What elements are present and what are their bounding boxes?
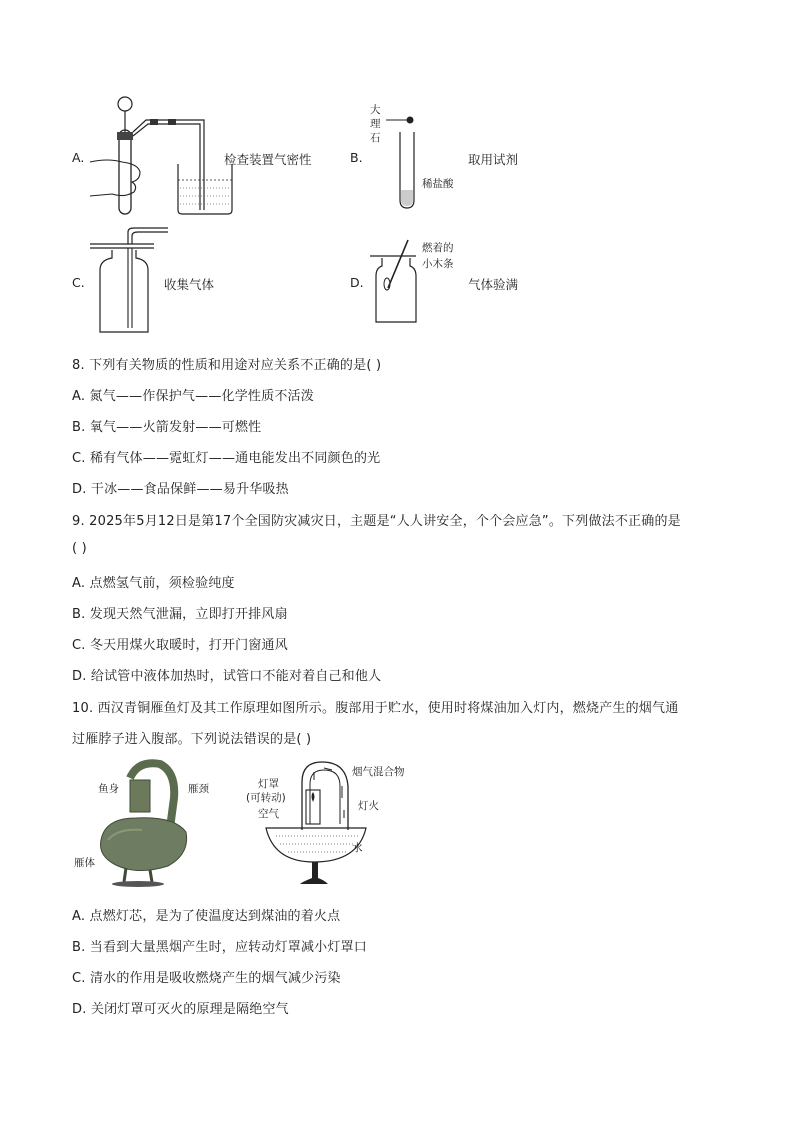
figure-d-letter: D. [350,275,364,290]
smoke-mixture-label: 烟气混合物 [352,766,405,778]
question-10-option-a: A. 点燃灯芯，是为了使温度达到煤油的着火点 [72,909,341,924]
question-9-option-a: A. 点燃氢气前，须检验纯度 [72,576,235,591]
marble-label-2: 理 [370,118,381,130]
question-9-option-d: D. 给试管中液体加热时，试管口不能对着自己和他人 [72,669,382,684]
question-8-option-b: B. 氧气——火箭发射——可燃性 [72,420,262,435]
gas-full-test-figure [370,238,430,338]
test-tube-figure [386,112,436,222]
bronze-goose-lamp-photo [78,758,228,888]
burning-stick-label-2: 小木条 [422,258,454,270]
water-label: 水 [352,842,363,854]
question-9-option-c: C. 冬天用煤火取暖时，打开门窗通风 [72,638,288,653]
lamp-shade-note: (可转动) [246,792,286,804]
figure-a-caption: 检查装置气密性 [224,152,312,167]
question-9-stem-cont: ( ) [72,541,87,556]
question-9-stem: 9. 2025年5月12日是第17个全国防灾减灾日，主题是“人人讲安全，个个会应急”。下列做法不正确的是 [72,514,681,529]
question-8-option-d: D. 干冰——食品保鲜——易升华吸热 [72,482,289,497]
lamp-fire-label: 灯火 [358,800,379,812]
question-10-stem: 10. 西汉青铜雁鱼灯及其工作原理如图所示。腹部用于贮水，使用时将煤油加入灯内，燃烧产生的烟气通 [72,701,679,716]
goose-body-label: 雁体 [74,857,95,869]
acid-label: 稀盐酸 [422,178,454,190]
goose-neck-label: 雁颈 [188,783,209,795]
figure-d-caption: 气体验满 [468,277,519,292]
fish-body-label: 鱼身 [98,783,119,795]
figure-b-caption: 取用试剂 [468,152,519,167]
question-8-option-a: A. 氮气——作保护气——化学性质不活泼 [72,389,314,404]
air-label: 空气 [258,808,279,820]
marble-label-1: 大 [370,104,381,116]
question-10-option-d: D. 关闭灯罩可灭火的原理是隔绝空气 [72,1002,289,1017]
figure-c-letter: C. [72,275,85,290]
marble-label-3: 石 [370,132,381,144]
lamp-shade-label: 灯罩 [258,778,279,790]
question-10-stem-cont: 过雁脖子进入腹部。下列说法错误的是( ) [72,732,312,747]
gas-collection-bottle-figure [88,228,168,338]
question-10-option-c: C. 清水的作用是吸收燃烧产生的烟气减少污染 [72,971,341,986]
question-8-stem: 8. 下列有关物质的性质和用途对应关系不正确的是( ) [72,358,382,373]
burning-stick-label-1: 燃着的 [422,242,454,254]
question-10-option-b: B. 当看到大量黑烟产生时，应转动灯罩减小灯罩口 [72,940,367,955]
airtightness-apparatus-figure [88,92,228,222]
question-9-option-b: B. 发现天然气泄漏，立即打开排风扇 [72,607,288,622]
figure-b-letter: B. [350,150,363,165]
figure-a-letter: A. [72,150,85,165]
question-8-option-c: C. 稀有气体——霓虹灯——通电能发出不同颜色的光 [72,451,381,466]
figure-c-caption: 收集气体 [164,277,215,292]
